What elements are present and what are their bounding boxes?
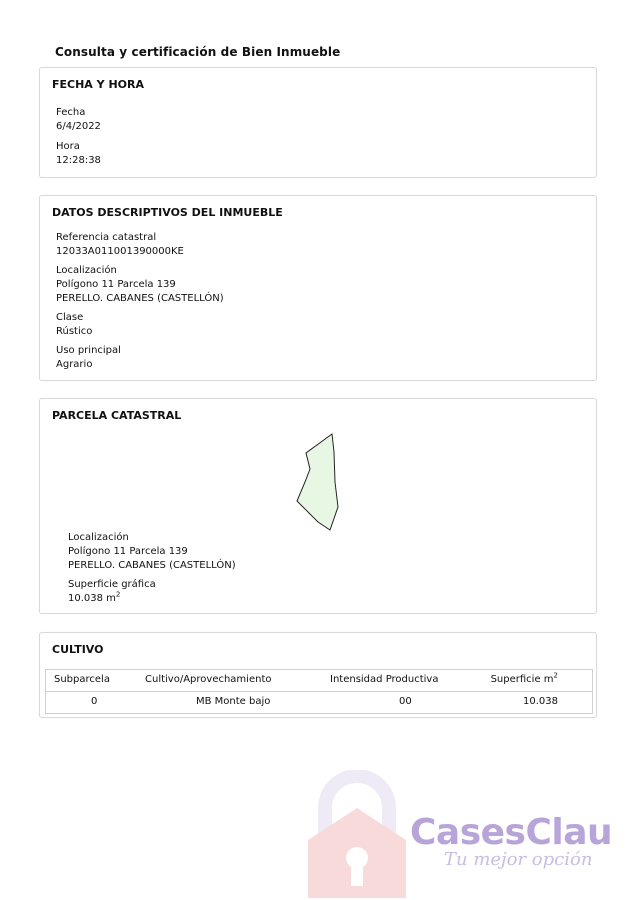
header-superficie [490, 671, 558, 685]
hora-value: 12:28:38 [56, 155, 101, 166]
superficie-value-wrap [68, 592, 156, 606]
header-subparcela: Subparcela [54, 674, 110, 685]
parcela-localizacion-line2: PERELLO. CABANES (CASTELLÓN) [68, 560, 236, 571]
localizacion-line2: PERELLO. CABANES (CASTELLÓN) [56, 293, 224, 304]
parcela-localizacion-line1: Polígono 11 Parcela 139 [68, 546, 188, 557]
uso-value: Agrario [56, 359, 93, 370]
hora-field [56, 140, 101, 168]
parcel-shape [297, 434, 338, 530]
clase-field [56, 311, 92, 339]
referencia-value: 12033A011001390000KE [56, 246, 184, 257]
fecha-hora-card [39, 67, 597, 178]
fecha-value: 6/4/2022 [56, 121, 101, 132]
fecha-field [56, 106, 101, 134]
parcela-localizacion-field [68, 531, 236, 573]
fecha-label: Fecha [56, 107, 86, 118]
fecha-hora-title: FECHA Y HORA [52, 78, 144, 91]
watermark-house-lock-icon [300, 770, 415, 900]
table-row [46, 692, 592, 713]
hora-label: Hora [56, 141, 80, 152]
table-header-row [46, 670, 592, 692]
header-cultivo: Cultivo/Aprovechamiento [145, 674, 272, 685]
watermark-text [410, 812, 612, 870]
cultivo-table [45, 669, 593, 714]
page-title: Consulta y certificación de Bien Inmueble [55, 45, 341, 59]
datos-title: DATOS DESCRIPTIVOS DEL INMUEBLE [52, 206, 283, 219]
localizacion-line1: Polígono 11 Parcela 139 [56, 279, 176, 290]
cell-superficie: 10.038 [523, 696, 558, 707]
header-superficie-label: Superficie m [490, 674, 554, 685]
referencia-field [56, 231, 184, 259]
referencia-label: Referencia catastral [56, 232, 157, 243]
clase-label: Clase [56, 312, 84, 323]
header-intensidad: Intensidad Productiva [330, 674, 439, 685]
parcel-map [290, 432, 350, 537]
localizacion-label: Localización [56, 265, 117, 276]
cultivo-card [39, 632, 597, 718]
localizacion-field [56, 264, 224, 306]
watermark-brand: CasesClau [410, 812, 613, 853]
superficie-unit-exp: 2 [115, 590, 121, 599]
uso-label: Uso principal [56, 345, 121, 356]
cell-intensidad: 00 [399, 696, 412, 707]
superficie-label: Superficie gráfica [68, 579, 156, 590]
parcela-title: PARCELA CATASTRAL [52, 409, 182, 422]
datos-descriptivos-card [39, 195, 597, 381]
parcela-localizacion-label: Localización [68, 532, 129, 543]
uso-field [56, 344, 121, 372]
cultivo-title: CULTIVO [52, 643, 104, 656]
cell-subparcela: 0 [91, 696, 98, 707]
superficie-field [68, 578, 156, 606]
header-superficie-exp: 2 [553, 671, 558, 680]
superficie-value: 10.038 m [68, 593, 116, 604]
clase-value: Rústico [56, 326, 93, 337]
watermark-tagline: Tu mejor opción [444, 849, 593, 870]
cell-cultivo: MB Monte bajo [196, 696, 271, 707]
parcela-catastral-card [39, 398, 597, 614]
